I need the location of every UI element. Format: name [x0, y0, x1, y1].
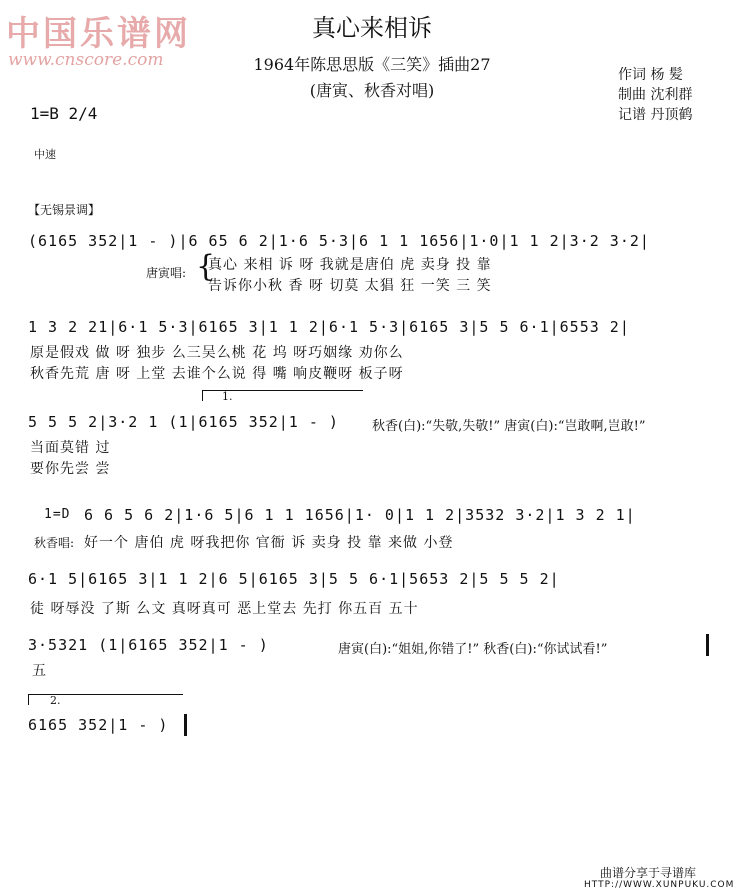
lyric-line-3a: 当面莫错 过	[30, 440, 111, 456]
notation-line-6: 3·5321 (1|6165 352|1 - )	[28, 636, 269, 654]
lyricist-credit: 作词 杨 髪	[618, 67, 683, 83]
notation-line-7: 6165 352|1 - )	[28, 716, 169, 734]
notation-line-2: 1 3 2 21|6·1 5·3|6165 3|1 1 2|6·1 5·3|6165 3|5 5 6·1|6553 2|	[28, 318, 630, 336]
singer-label-qiu: 秋香唱:	[34, 536, 75, 550]
lyric-line-2b: 秋香先荒 唐 呀 上堂 去谁个么说 得 嘴 响皮鞭呀 板子呀	[30, 366, 404, 382]
page-title: 真心来相诉	[312, 14, 432, 42]
key-signature: 1=B 2/4	[30, 104, 98, 123]
volta-label-1: 1.	[222, 390, 233, 403]
notation-line-4: 6 6 5 6 2|1·6 5|6 1 1 1656|1· 0|1 1 2|3532 3·2|1 3 2 1|	[84, 506, 636, 524]
watermark-logo: 中国乐谱网	[6, 14, 191, 54]
lyric-line-1b: 告诉你小秋 香 呀 切莫 太猖 狂 一笑 三 笑	[208, 278, 492, 294]
notation-line-3: 5 5 5 2|3·2 1 (1|6165 352|1 - )	[28, 413, 339, 431]
lyric-line-2a: 原是假戏 做 呀 独步 么三吴么桃 花 坞 呀巧姻缘 劝你么	[30, 345, 404, 361]
notation-line-1: (6165 352|1 - )|6 65 6 2|1·6 5·3|6 1 1 1656|1·0|1 1 2|3·2 3·2|	[28, 232, 650, 250]
roles: (唐寅、秋香对唱)	[309, 81, 435, 100]
speech-line-3: 秋香(白):“失敬,失敬!” 唐寅(白):“岂敢啊,岂敢!”	[372, 419, 646, 434]
transcriber-credit: 记谱 丹顶鹤	[618, 107, 693, 123]
volta-label-2: 2.	[50, 694, 61, 707]
key-change: 1=D	[44, 507, 71, 522]
footer-url: HTTP://WWW.XUNPUKU.COM	[584, 880, 735, 890]
footer-source: 曲谱分享于寻谱库	[600, 866, 697, 880]
lyric-line-1a: 真心 来相 诉 呀 我就是唐伯 虎 卖身 投 靠	[208, 257, 492, 273]
lyric-line-4: 好一个 唐伯 虎 呀我把你 官衙 诉 卖身 投 靠 来做 小登	[84, 535, 454, 551]
tempo-marking: 中速	[34, 148, 56, 161]
lyric-line-5: 徒 呀辱没 了斯 么文 真呀真可 恶上堂去 先打 你五百 五十	[30, 601, 419, 617]
subtitle: 1964年陈思思版《三笑》插曲27	[253, 55, 491, 74]
composer-credit: 制曲 沈利群	[618, 87, 693, 103]
tune-name: 【无锡景调】	[28, 203, 101, 217]
repeat-end-bar	[706, 634, 709, 656]
lyric-brace: {	[196, 249, 216, 284]
notation-line-5: 6·1 5|6165 3|1 1 2|6 5|6165 3|5 5 6·1|5653 2|5 5 5 2|	[28, 570, 560, 588]
speech-line-6: 唐寅(白):“姐姐,你错了!” 秋香(白):“你试试看!”	[338, 642, 608, 657]
singer-label-tang: 唐寅唱:	[146, 266, 187, 280]
final-bar	[184, 714, 187, 736]
watermark-url: www.cnscore.com	[8, 50, 164, 70]
lyric-line-6: 五	[32, 663, 47, 679]
lyric-line-3b: 要你先尝 尝	[30, 461, 111, 477]
